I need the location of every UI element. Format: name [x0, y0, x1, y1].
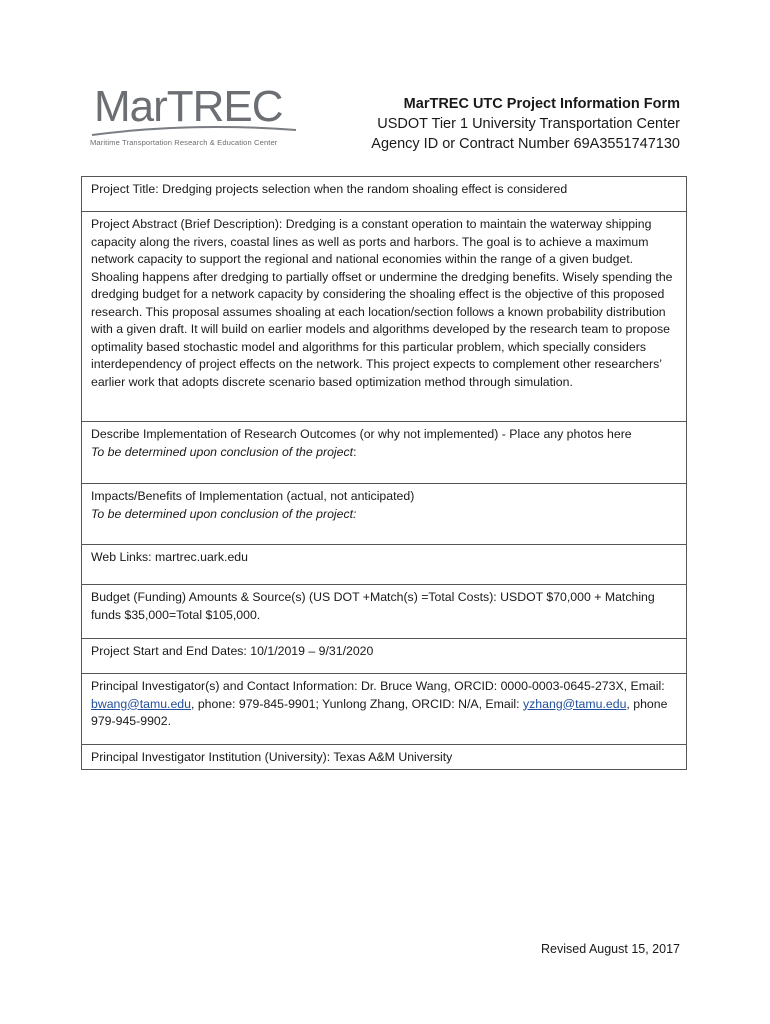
pi-info-suffix: , phone 979-945-9902. [91, 696, 668, 728]
revised-date: Revised August 15, 2017 [541, 942, 680, 956]
budget: Budget (Funding) Amounts & Source(s) (US DOT +Match(s) =Total Costs): USDOT $70,000 + Matching funds $35,000=Total $105,000. [91, 590, 655, 622]
pi-email-link-2[interactable]: yzhang@tamu.edu [523, 696, 627, 711]
agency-id: Agency ID or Contract Number 69A3551747130 [371, 136, 680, 152]
web-links-row [82, 545, 686, 585]
project-title-row [82, 177, 686, 212]
pi-institution: Principal Investigator Institution (University): Texas A&M University [91, 750, 453, 764]
impacts-value: To be determined upon conclusion of the project: [91, 506, 357, 521]
pi-email-link-1[interactable]: bwang@tamu.edu [91, 696, 191, 711]
project-abstract: Project Abstract (Brief Description): Dredging is a constant operation to maintain the waterway shipping capacity along the rivers, coastal lines as well as ports and harbors. The goal is to achieve a maximum network capacity to support the regional and national economies within the range of a given budget. Shoaling happens after dredging to partially offset or undermine the dredging benefits. Wisely spending the dredging budget for a network capacity by considering the shoaling effect is the objective of this proposed research. This proposal assumes shoaling at each location/section follows a known probability distribution with a given draft. It will build on earlier models and algorithms developed by the research team to propose optimality based stochastic model and algorithms for this particular problem, which specially considers interdependency of project effects on the network. This project expects to complement other researchers’ earlier work that adopts discrete scenario based optimization method through simulation. [91, 217, 673, 389]
implementation-value: To be determined upon conclusion of the project [91, 444, 354, 459]
implementation-label: Describe Implementation of Research Outcomes (or why not implemented) - Place any photos here [91, 427, 632, 441]
form-subtitle: USDOT Tier 1 University Transportation Center [377, 116, 680, 132]
logo-wordmark: MarTREC [94, 82, 283, 131]
implementation-colon: : [353, 444, 357, 459]
martrec-logo [90, 82, 305, 152]
web-links: Web Links: martrec.uark.edu [91, 550, 248, 564]
project-dates: Project Start and End Dates: 10/1/2019 – 9/31/2020 [91, 644, 374, 658]
impacts-label: Impacts/Benefits of Implementation (actual, not anticipated) [91, 489, 415, 503]
project-abstract-row [82, 212, 686, 422]
institution-row [82, 745, 686, 769]
budget-row [82, 585, 686, 639]
principal-investigator-row [82, 674, 686, 745]
project-info-table [81, 176, 687, 770]
implementation-row [82, 422, 686, 484]
form-header [371, 94, 680, 154]
project-title: Project Title: Dredging projects selection when the random shoaling effect is considered [91, 182, 568, 196]
logo-tagline: Maritime Transportation Research & Education Center [90, 138, 278, 147]
logo-swoosh-icon [90, 124, 300, 138]
pi-info-middle: , phone: 979-845-9901; Yunlong Zhang, ORCID: N/A, Email: [191, 696, 523, 711]
form-title: MarTREC UTC Project Information Form [403, 96, 680, 112]
pi-info-prefix: Principal Investigator(s) and Contact Information: Dr. Bruce Wang, ORCID: 0000-0003-0645-273X, Email: [91, 679, 665, 693]
dates-row [82, 639, 686, 674]
impacts-row [82, 484, 686, 545]
